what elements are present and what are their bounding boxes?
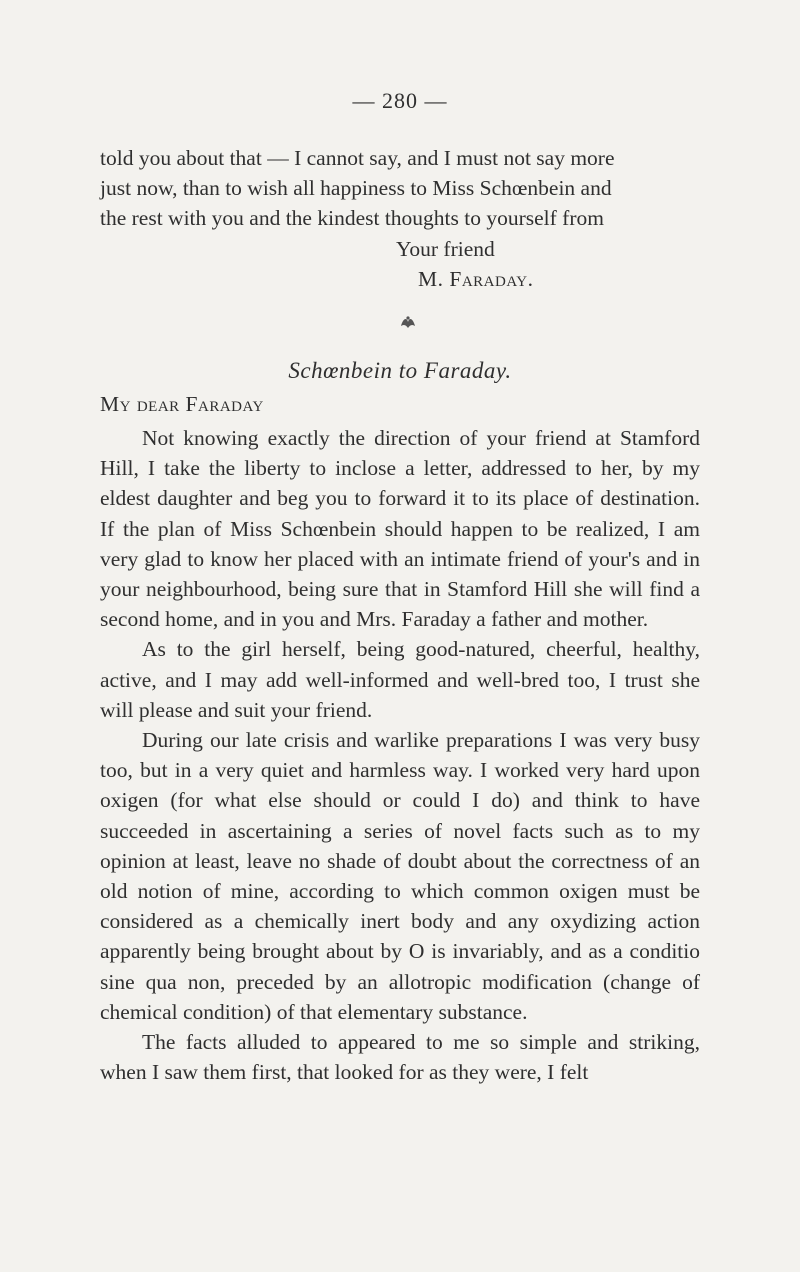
intro-line: told you about that — I cannot say, and I must not say more xyxy=(100,146,615,170)
paragraph: During our late crisis and warlike preparations I was very busy too, but in a very quiet and harmless way. I worked very hard upon oxigen (for what else should or could I do) and think to have succeeded in ascertaining a series of novel facts such as to my opinion at least, leave no shade of doubt about the correctness of an old notion of mine, according to which common oxigen must be considered as a chemically inert body and any oxydizing action apparently being brought about by O is invariably, and as a conditio sine qua non, preceded by an allotropic modification (change of chemical condition) of that elementary substance. xyxy=(100,728,700,1024)
intro-line: the rest with you and the kindest thoughts to yourself from xyxy=(100,206,604,231)
intro-line: just now, than to wish all happiness to Miss Schœnbein and xyxy=(100,176,612,201)
page-number: — 280 — xyxy=(352,88,448,113)
fleuron-icon xyxy=(398,314,418,330)
closing-friend: Your friend xyxy=(396,237,495,261)
letter-title: Schœnbein to Faraday. xyxy=(288,358,512,383)
paragraph: The facts alluded to appeared to me so simple and striking, when I saw them first, that looked for as they were, I felt xyxy=(100,1030,700,1085)
closing-signature: M. Faraday. xyxy=(418,267,534,291)
intro-text xyxy=(100,143,700,234)
paragraph: As to the girl herself, being good-natured, cheerful, healthy, active, and I may add well-informed and well-bred too, I trust she will please and suit your friend. xyxy=(100,637,700,722)
letter-body xyxy=(100,423,700,1087)
salutation: My dear Faraday xyxy=(100,392,264,416)
paragraph: Not knowing exactly the direction of your friend at Stamford Hill, I take the liberty to inclose a letter, addressed to her, by my eldest daughter and beg you to forward it to its place of destination. If the plan of Miss Schœnbein should happen to be realized, I am very glad to know her placed with an intimate friend of your's and in your neighbourhood, being sure that in Stamford Hill she will find a second home, and in you and Mrs. Faraday a father and mother. xyxy=(100,426,700,632)
